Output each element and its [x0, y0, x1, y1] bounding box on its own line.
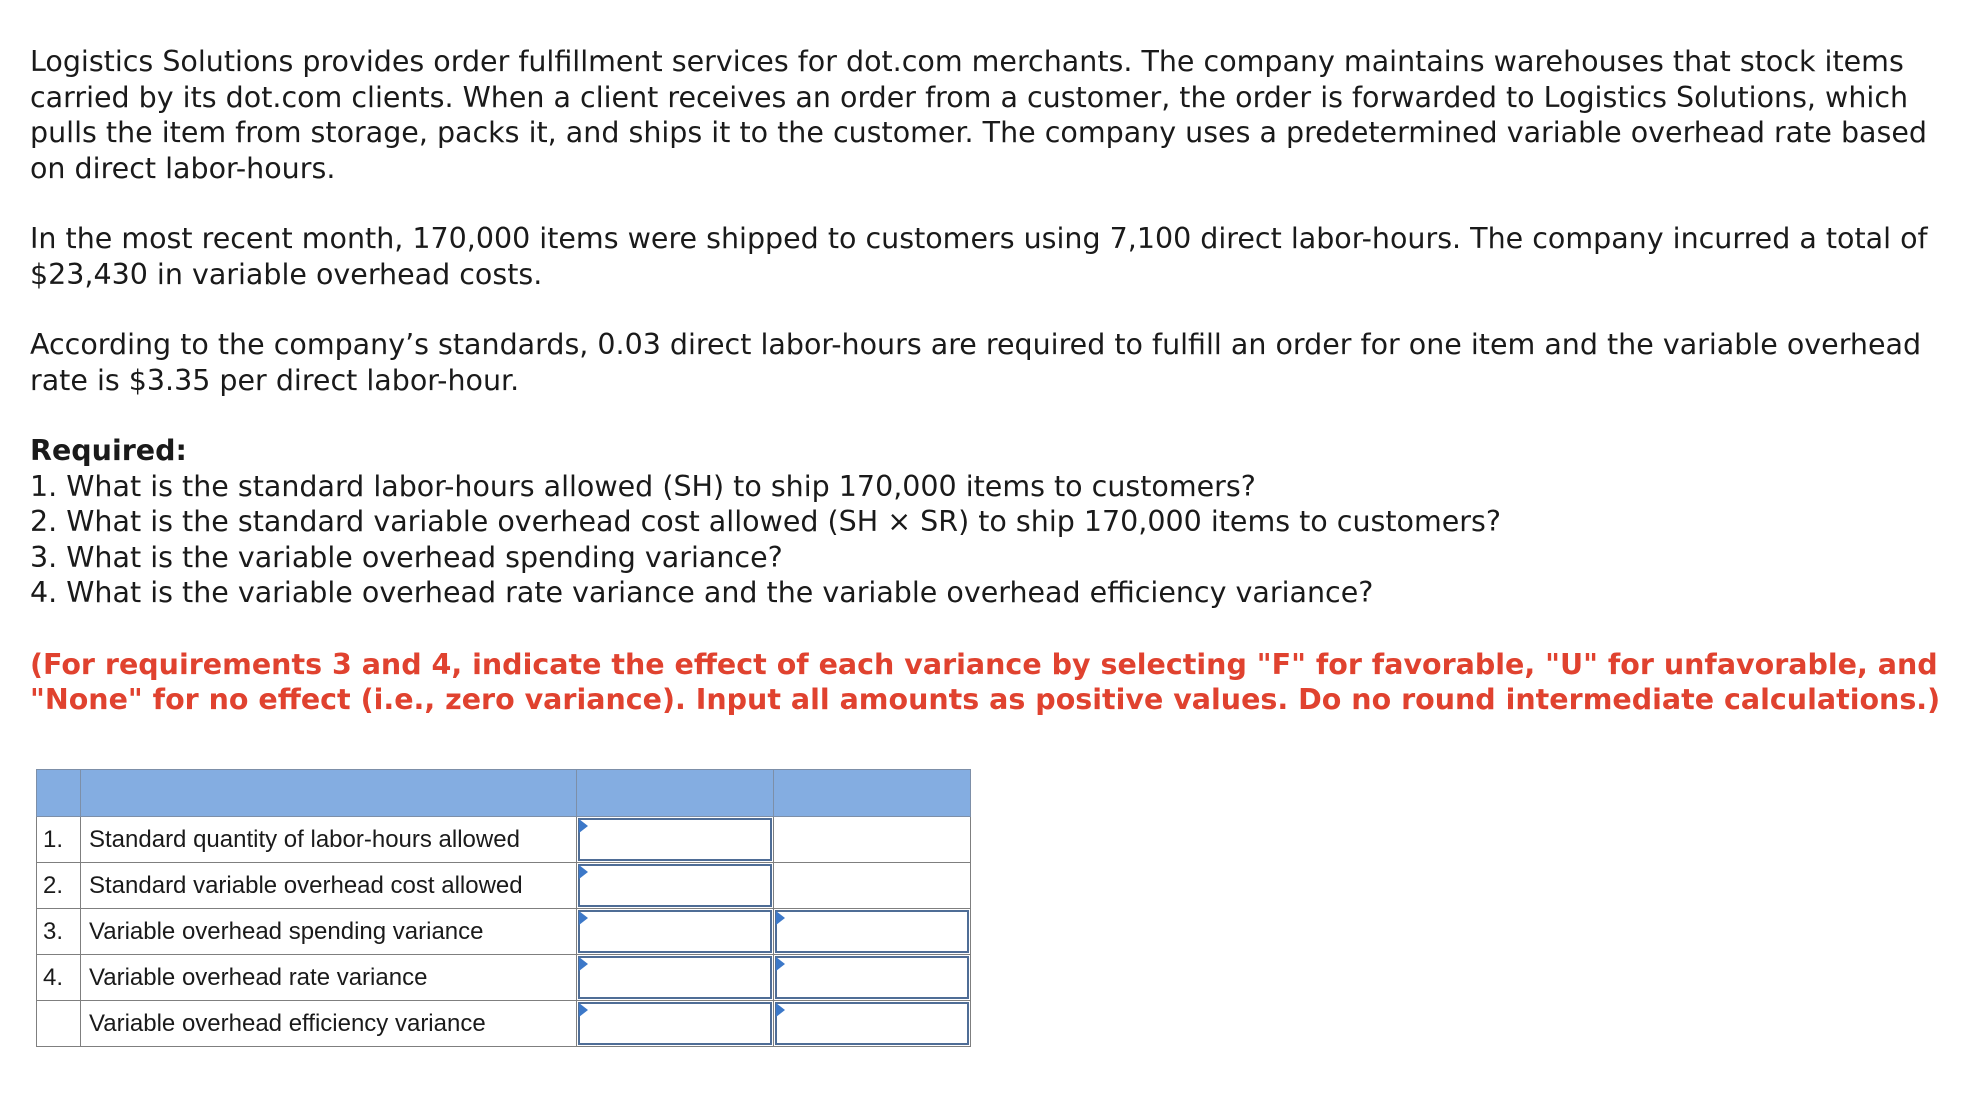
amount-cell	[577, 863, 774, 909]
effect-select[interactable]	[775, 956, 969, 999]
header-cell-number	[37, 770, 81, 817]
requirement-1: 1. What is the standard labor-hours allowed (SH) to ship 170,000 items to customers?	[30, 469, 1256, 503]
row-label: Variable overhead spending variance	[81, 909, 577, 955]
row-number: 1.	[37, 817, 81, 863]
problem-paragraph-1: Logistics Solutions provides order fulfillment services for dot.com merchants. The company maintains warehouses that stock items carried by its dot.com clients. When a client receives an order from a customer, the order is forwarded to Logistics Solutions, which pulls the item from storage, packs it, and ships it to the customer. The company uses a predetermined variable overhead rate based on direct labor-hours.	[30, 45, 1927, 185]
effect-select[interactable]	[775, 1002, 969, 1045]
effect-cell	[774, 909, 971, 955]
empty-effect-cell	[774, 863, 971, 909]
empty-effect-cell	[774, 817, 971, 863]
requirement-2: 2. What is the standard variable overhead cost allowed (SH × SR) to ship 170,000 items to customers?	[30, 505, 1501, 538]
problem-paragraph-3: According to the company’s standards, 0.03 direct labor-hours are required to fulfill an order for one item and the variable overhead rate is $3.35 per direct labor-hour.	[30, 328, 1922, 397]
problem-content	[30, 44, 1960, 718]
requirement-3: 3. What is the variable overhead spending variance?	[30, 540, 783, 574]
amount-cell	[577, 817, 774, 863]
table-row	[37, 817, 971, 863]
table-header-row	[37, 770, 971, 817]
effect-cell	[774, 1001, 971, 1047]
amount-input[interactable]	[578, 818, 772, 861]
table-row	[37, 863, 971, 909]
header-cell-amount	[577, 770, 774, 817]
amount-cell	[577, 955, 774, 1001]
requirements-section	[30, 433, 1960, 611]
requirement-4: 4. What is the variable overhead rate variance and the variable overhead efficiency variance?	[30, 576, 1374, 609]
header-cell-effect	[774, 770, 971, 817]
row-label: Variable overhead rate variance	[81, 955, 577, 1001]
amount-input[interactable]	[578, 956, 772, 999]
amount-cell	[577, 909, 774, 955]
row-label: Variable overhead efficiency variance	[81, 1001, 577, 1047]
amount-input[interactable]	[578, 910, 772, 953]
row-number: 4.	[37, 955, 81, 1001]
row-number: 2.	[37, 863, 81, 909]
header-cell-label	[81, 770, 577, 817]
table-row	[37, 955, 971, 1001]
amount-cell	[577, 1001, 774, 1047]
problem-paragraph-2: In the most recent month, 170,000 items were shipped to customers using 7,100 direct labor-hours. The company incurred a total of $23,430 in variable overhead costs.	[30, 222, 1928, 291]
row-label: Standard variable overhead cost allowed	[81, 863, 577, 909]
table-row	[37, 1001, 971, 1047]
instructions-note: (For requirements 3 and 4, indicate the effect of each variance by selecting "F" for favorable, "U" for unfavorable, and "None" for no effect (i.e., zero variance). Input all amounts as positive values. Do no round intermediate calculations.)	[30, 647, 1941, 716]
effect-cell	[774, 955, 971, 1001]
required-heading: Required:	[30, 434, 187, 467]
row-label: Standard quantity of labor-hours allowed	[81, 817, 577, 863]
table-row	[37, 909, 971, 955]
answer-table	[36, 769, 971, 1047]
amount-input[interactable]	[578, 864, 772, 907]
row-number: 3.	[37, 909, 81, 955]
amount-input[interactable]	[578, 1002, 772, 1045]
row-number	[37, 1001, 81, 1047]
effect-select[interactable]	[775, 910, 969, 953]
